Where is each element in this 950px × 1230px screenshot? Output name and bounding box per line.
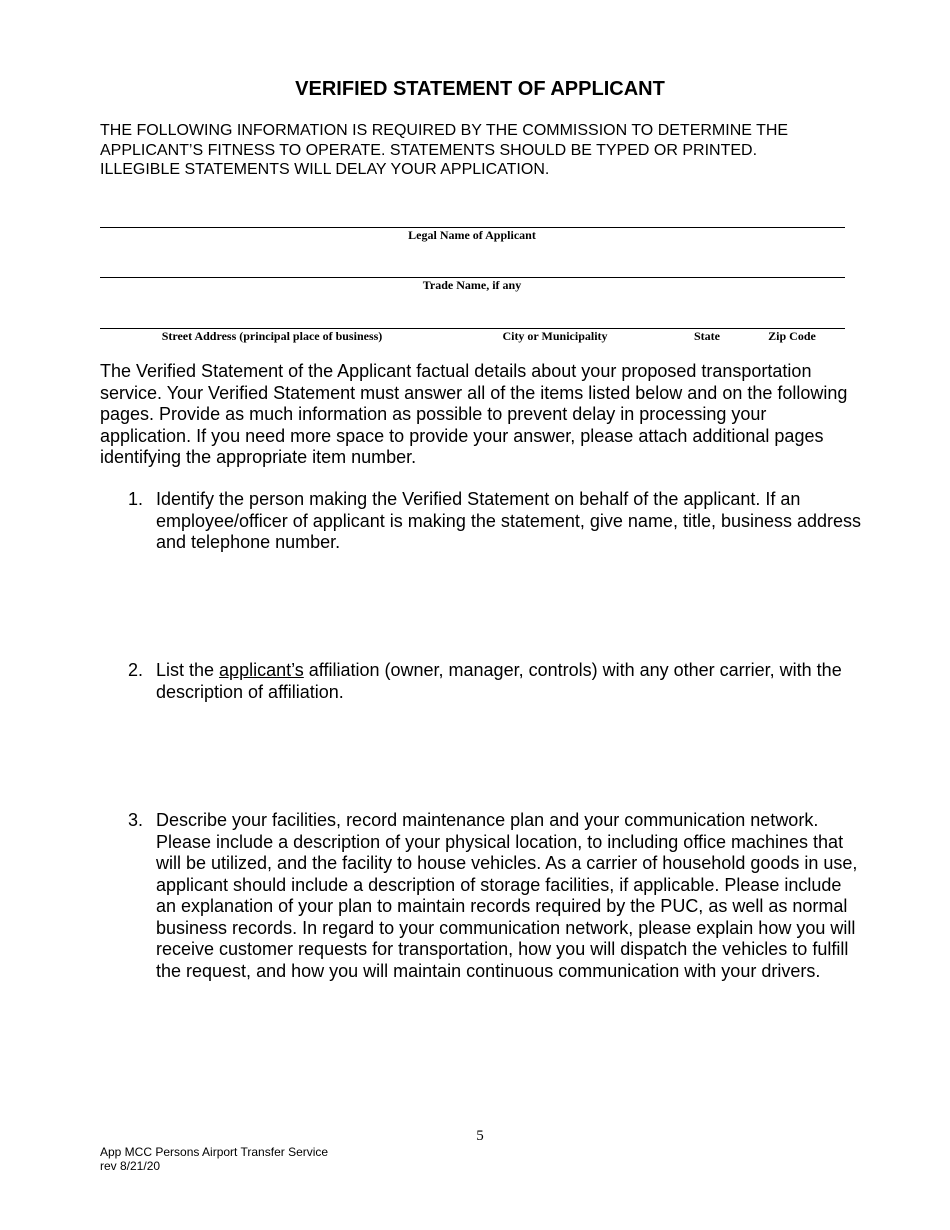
state-label: State (694, 329, 720, 343)
item-number: 3. (128, 810, 144, 830)
page-number: 5 (476, 1128, 484, 1144)
trade-name-label: Trade Name, if any (422, 278, 522, 292)
list-item-2 (128, 660, 868, 703)
instructions-paragraph: The Verified Statement of the Applicant factual details about your proposed transportation service. Your Verified Statement must answer all of the items listed below and on the following pages. Provide as much information as possible to prevent delay in processing your application. If you need more space to provide your answer, please attach additional pages identifying the appropriate item number. (100, 361, 848, 467)
legal-name-label: Legal Name of Applicant (408, 228, 536, 242)
applicants-underlined: applicant’s (219, 660, 304, 680)
footer-form-name: App MCC Persons Airport Transfer Service (100, 1145, 329, 1159)
footer-revision: rev 8/21/20 (100, 1159, 161, 1173)
item-number: 2. (128, 660, 144, 680)
list-item-1 (128, 489, 868, 554)
item-text: Identify the person making the Verified Statement on behalf of the applicant. If an employee/officer of applicant is making the statement, give name, title, business address and telephone number. (156, 489, 862, 552)
page-title: VERIFIED STATEMENT OF APPLICANT (295, 78, 665, 100)
item-text: List the applicant’s affiliation (owner, manager, controls) with any other carrier, with the description of affiliation. (156, 660, 842, 702)
city-label: City or Municipality (502, 329, 608, 343)
item-number: 1. (128, 489, 144, 509)
footer (100, 1145, 328, 1173)
street-address-label: Street Address (principal place of business) (161, 329, 383, 343)
zip-label: Zip Code (768, 329, 816, 343)
item-text: Describe your facilities, record maintenance plan and your communication network. Please include a description of your physical location, to including office machines that will be utilized, and the facility to house vehicles. As a carrier of household goods in use, applicant should include a description of storage facilities, if applicable. Please include an explanation of your plan to maintain records required by the PUC, as well as normal business records. In regard to your communication network, please explain how you will receive customer requests for transportation, how you will dispatch the vehicles to fulfill the request, and how you will maintain continuous communication with your drivers. (156, 810, 858, 981)
list-item-3 (128, 810, 863, 982)
intro-notice: THE FOLLOWING INFORMATION IS REQUIRED BY THE COMMISSION TO DETERMINE THE APPLICANT’S FITNESS TO OPERATE. STATEMENTS SHOULD BE TYPED OR PRINTED. ILLEGIBLE STATEMENTS WILL DELAY YOUR APPLICATION. (100, 122, 789, 178)
